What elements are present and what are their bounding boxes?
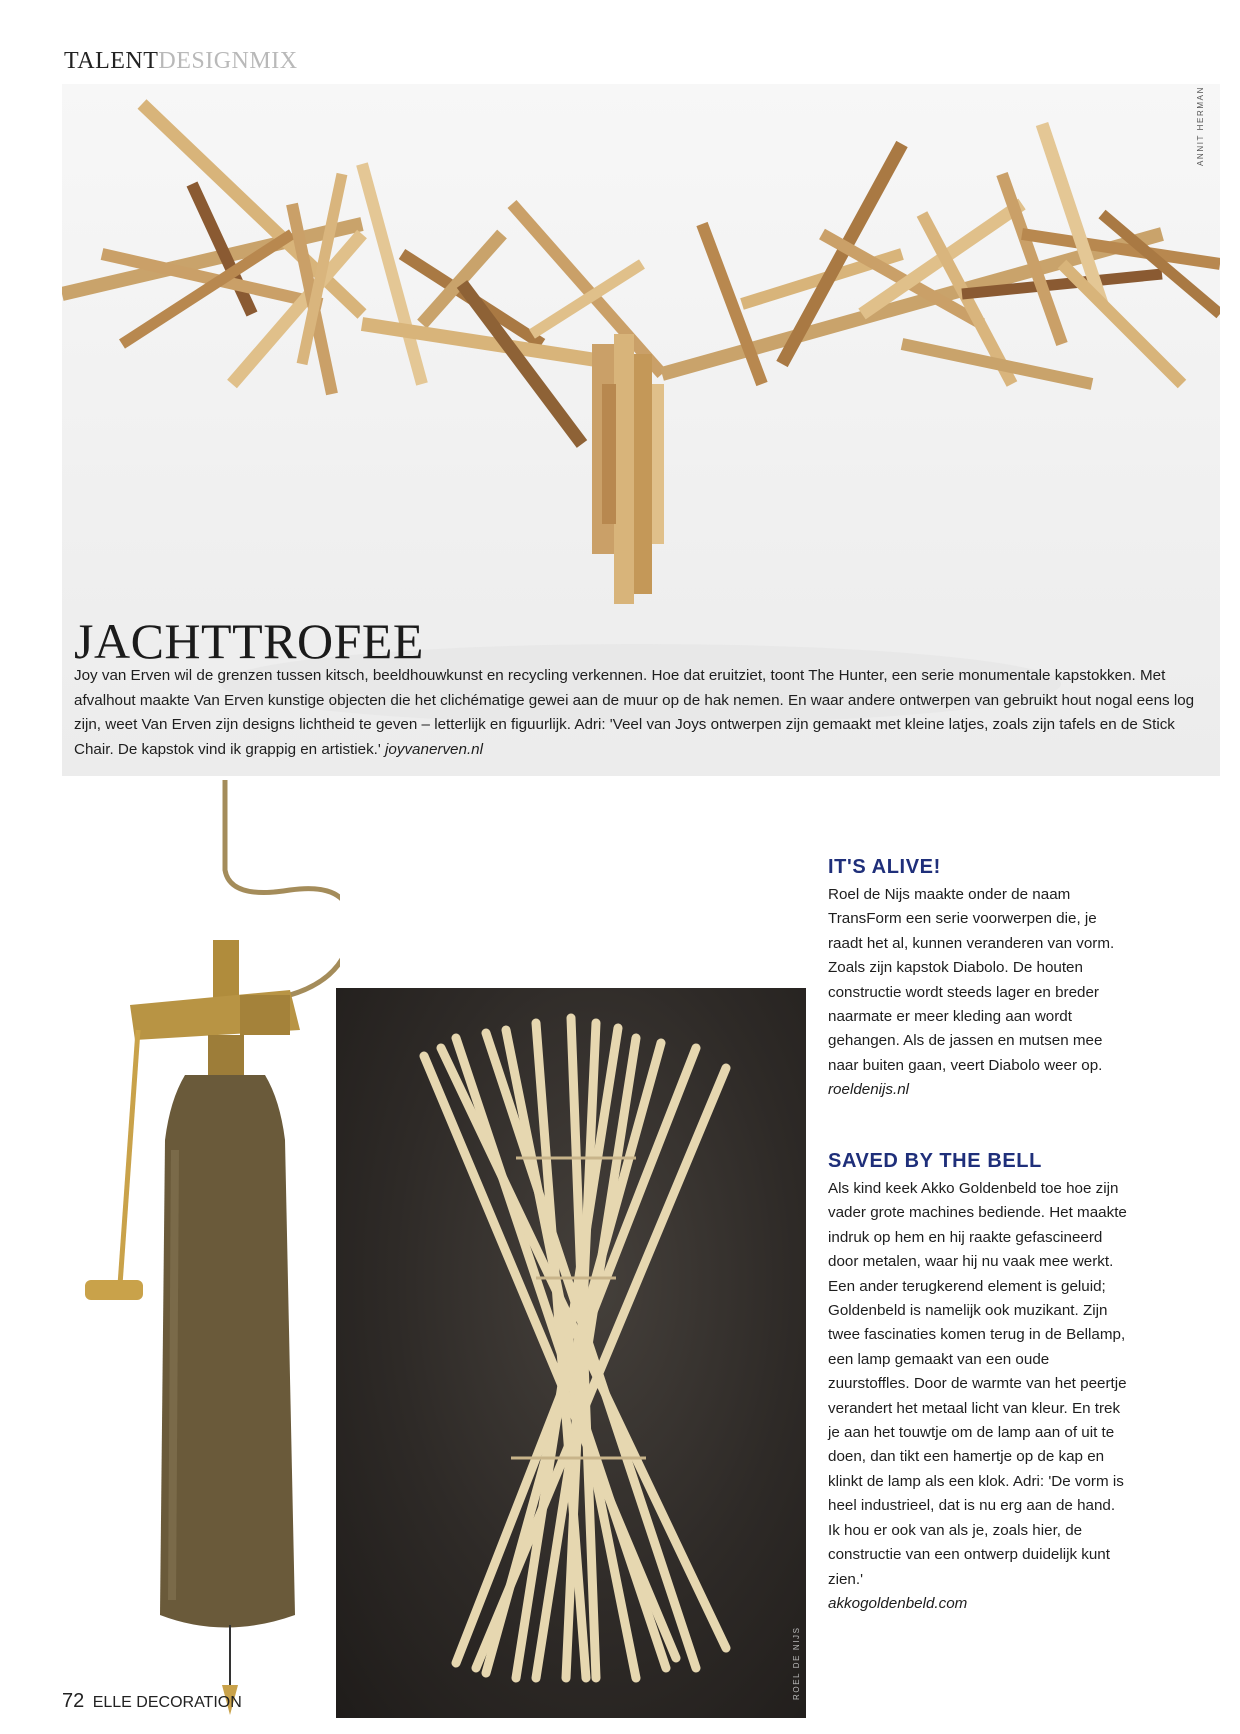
magazine-name: ELLE DECORATION [92, 1694, 242, 1711]
its-alive-url: roeldenijs.nl [828, 1081, 910, 1099]
page-footer [62, 1690, 242, 1713]
section-label [64, 48, 298, 75]
its-alive-text: Roel de Nijs maakte onder de naam TransForm een serie voorwerpen die, je raadt het al, kunnen veranderen van vorm. Zoals zijn kapstok Diabolo. De houten constructie wordt steeds lager en breder naarmate er meer kleding aan wordt gehangen. Als de jassen en mutsen mee naar buiten gaan, veert Diabolo weer op. [828, 886, 1115, 1074]
article-title-its-alive: IT'S ALIVE! [828, 856, 941, 878]
diabolo-illustration [336, 988, 806, 1718]
article-title-saved-by-the-bell: SAVED BY THE BELL [828, 1150, 1042, 1172]
article-body-saved-by-the-bell [828, 1177, 1128, 1616]
photo-credit-roel: ROEL DE NIJS [792, 1626, 801, 1700]
photo-credit: ANNIT HERMAN [1196, 86, 1205, 166]
page-number: 72 [62, 1690, 85, 1712]
bellamp-illustration [60, 780, 340, 1720]
bellamp-photo [60, 780, 340, 1720]
saved-by-the-bell-text: Als kind keek Akko Goldenbeld toe hoe zijn vader grote machines bediende. Het maakte indruk op hem en hij raakte gefascineerd door metalen, waar hij nu vaak mee werkt. Een ander terugkerend element is geluid; Goldenbeld is namelijk ook muzikant. Zijn twee fascinaties komen terug in de Bellamp, een lamp gemaakt van een oude zuurstoffles. Door de warmte van het peertje verandert het metaal licht van kleur. En trek je aan het touwtje om de lamp aan of uit te doen, dan tikt een hamertje op de kap en klinkt de lamp als een klok. Adri: 'De vorm is heel industrieel, dat is nu erg aan de hand. Ik hou er ook van als je, zoals hier, de constructie van een ontwerp duidelijk kunt zien.' [828, 1180, 1127, 1588]
section-name: TALENT [64, 48, 159, 74]
jachttrofee-url: joyvanerven.nl [385, 740, 483, 758]
article-body-its-alive [828, 883, 1128, 1103]
article-title-jachttrofee: JACHTTROFEE [74, 613, 424, 669]
diabolo-coatstand-photo [336, 988, 806, 1718]
subsection-name: DESIGNMIX [158, 48, 298, 74]
article-body-jachttrofee [74, 664, 1208, 762]
jachttrofee-text: Joy van Erven wil de grenzen tussen kitsch, beeldhouwkunst en recycling verkennen. Hoe dat eruitziet, toont The Hunter, een serie monumentale kapstokken. Met afvalhout maakte Van Erven kunstige objecten die het clichématige gewei aan de muur op de hak nemen. En waar andere ontwerpen van gebruikt hout nogal eens log zijn, weet Van Erven zijn designs lichtheid te geven – letterlijk en figuurlijk. Adri: 'Veel van Joys ontwerpen zijn gemaakt met kleine latjes, zoals zijn tafels en de Stick Chair. De kapstok vind ik grappig en artistiek.' [74, 667, 1195, 758]
saved-by-the-bell-url: akkogoldenbeld.com [828, 1594, 968, 1612]
